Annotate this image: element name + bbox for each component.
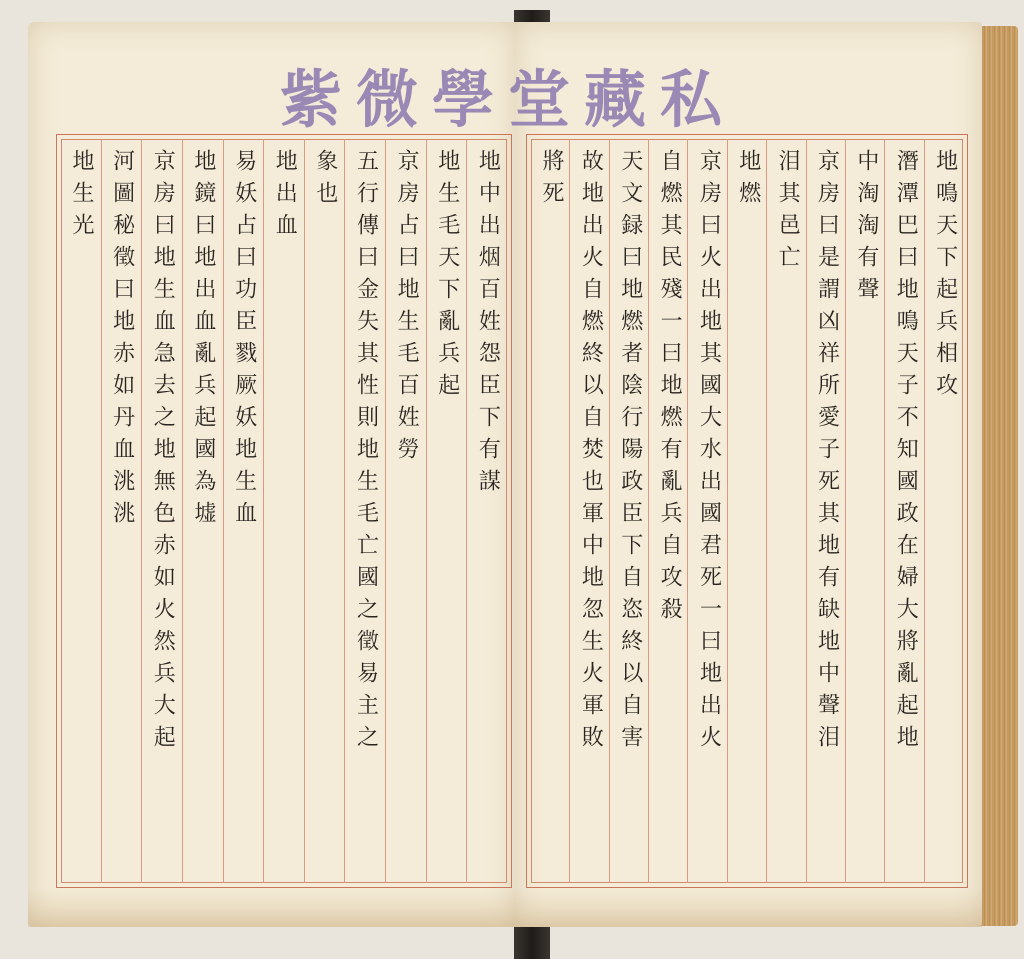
text-column [101, 139, 142, 883]
column-text: 潛潭巴曰地鳴天子不知國政在婦大將亂起地 [893, 149, 919, 757]
column-text: 地出血 [272, 149, 298, 245]
right-columns [531, 139, 963, 883]
left-page [28, 22, 516, 927]
left-columns [61, 139, 507, 883]
text-column [727, 139, 766, 883]
column-text: 中淘淘有聲 [853, 149, 879, 309]
column-text: 將死 [539, 149, 564, 213]
text-column [884, 139, 923, 883]
left-frame [56, 134, 512, 888]
text-column [426, 139, 467, 883]
text-column [845, 139, 884, 883]
text-column [344, 139, 385, 883]
text-column [924, 139, 963, 883]
column-text: 地鏡曰地出血亂兵起國為墟 [190, 149, 216, 533]
text-column [385, 139, 426, 883]
right-frame [526, 134, 968, 888]
column-text: 河圖秘徵曰地赤如丹血洮洮 [109, 149, 135, 533]
text-column [223, 139, 264, 883]
ownership-seal: 紫微學堂藏私 [280, 63, 737, 136]
column-text: 地鳴天下起兵相攻 [932, 149, 958, 405]
column-text: 五行傳曰金失其性則地生毛亡國之徵易主之 [353, 149, 379, 757]
text-column [687, 139, 726, 883]
column-text: 地生毛天下亂兵起 [434, 149, 460, 405]
text-column [648, 139, 687, 883]
column-text: 京房曰地生血急去之地無色赤如火然兵大起 [150, 149, 176, 757]
column-text: 地中出烟百姓怨臣下有謀 [475, 149, 501, 501]
text-column [182, 139, 223, 883]
text-column [609, 139, 648, 883]
text-column [61, 139, 101, 883]
column-text: 京房曰火出地其國大水出國君死一曰地出火 [696, 149, 722, 757]
page-edge [978, 26, 1018, 926]
column-text: 象也 [312, 149, 338, 213]
column-text: 泪其邑亡 [775, 149, 801, 277]
text-column [263, 139, 304, 883]
text-column [466, 139, 507, 883]
text-column [806, 139, 845, 883]
book-spread [18, 10, 1018, 935]
text-column [531, 139, 569, 883]
column-text: 地燃 [735, 149, 761, 213]
column-text: 京房占曰地生毛百姓勞 [394, 149, 420, 469]
column-text: 易妖占曰功臣戮厥妖地生血 [231, 149, 257, 533]
column-text: 京房曰是謂凶祥所愛子死其地有缺地中聲泪 [814, 149, 840, 757]
text-column [766, 139, 805, 883]
text-column [304, 139, 345, 883]
text-column [569, 139, 608, 883]
column-text: 自燃其民殘一曰地燃有亂兵自攻殺 [657, 149, 683, 629]
column-text: 天文録曰地燃者陰行陽政臣下自恣終以自害 [617, 149, 643, 757]
column-text: 故地出火自燃終以自焚也軍中地忽生火軍敗 [578, 149, 604, 757]
right-page [514, 22, 982, 927]
column-text: 地生光 [69, 149, 94, 245]
text-column [141, 139, 182, 883]
